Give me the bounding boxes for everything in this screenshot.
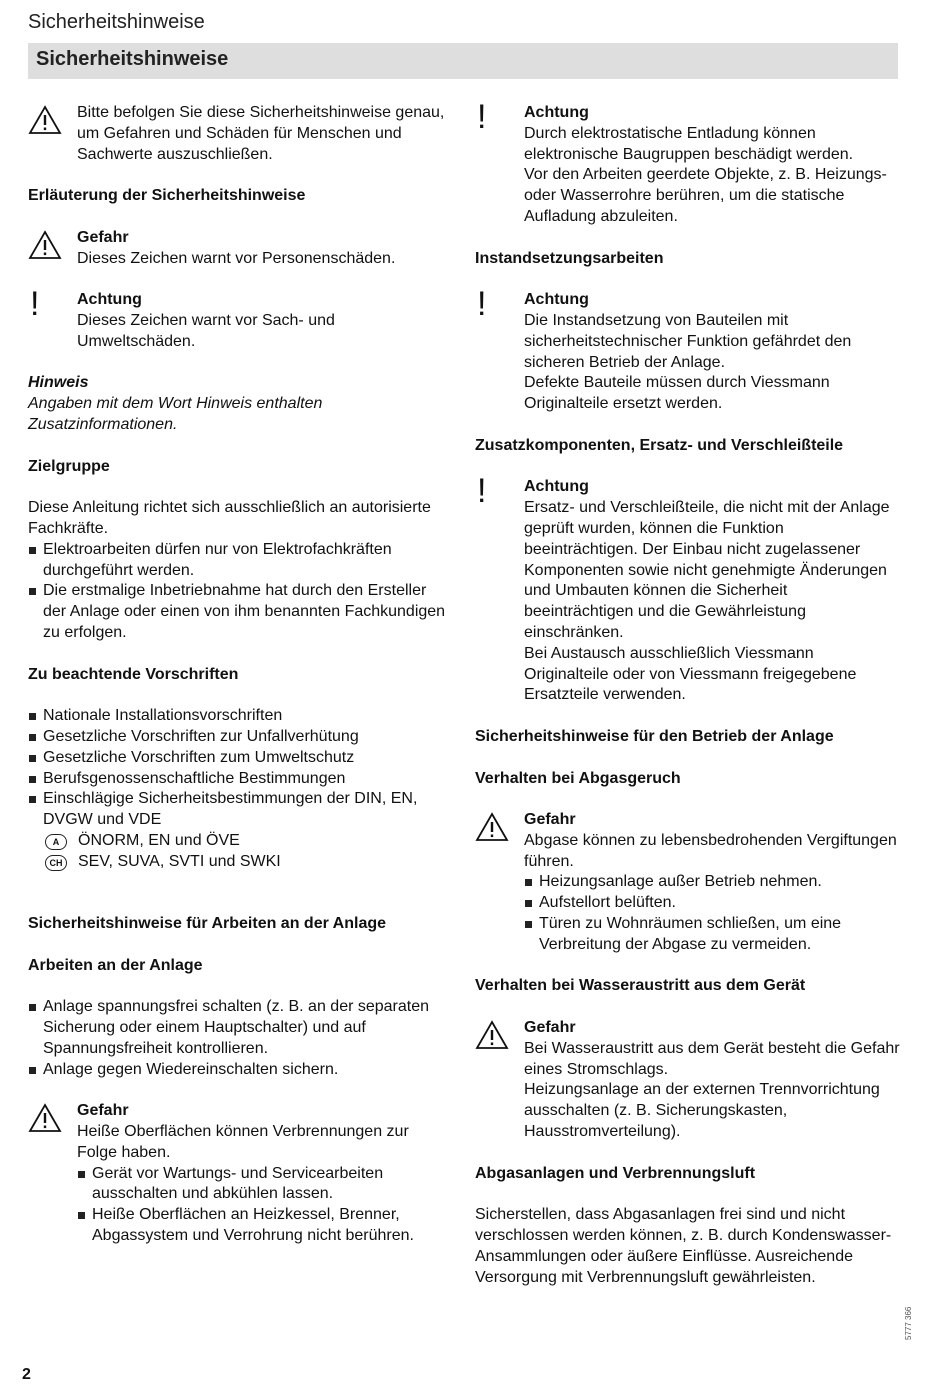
list-item: Heizungsanlage außer Betrieb nehmen. (524, 872, 900, 893)
caution-notice-repair (475, 285, 900, 415)
hint-block (28, 373, 453, 435)
notice-text: Abgase können zu lebensbedrohenden Vergiftungen führen. (524, 831, 897, 870)
zielgruppe-list (28, 540, 453, 644)
caution-notice-parts (475, 472, 900, 706)
exclamation-icon: ! (477, 472, 487, 511)
page-title: Sicherheitshinweise (36, 48, 229, 70)
exclamation-icon: ! (30, 285, 40, 324)
warning-triangle-icon (28, 230, 62, 267)
notice-list (524, 872, 900, 955)
subsection-heading-arbeiten: Arbeiten an der Anlage (28, 956, 203, 974)
list-item: Die erstmalige Inbetriebnahme hat durch den Ersteller der Anlage oder einen von ihm benannten Fachkundigen zu erfolgen. (28, 581, 453, 643)
notice-text: Defekte Bauteile müssen durch Viessmann Originalteile ersetzt werden. (524, 374, 830, 413)
list-item: Berufsgenossenschaftliche Bestimmungen (28, 769, 453, 790)
notice-label: Achtung (77, 291, 142, 309)
list-item: Einschlägige Sicherheitsbestimmungen der DIN, EN, DVGW und VDE (28, 789, 453, 831)
caution-notice (28, 285, 453, 352)
list-item: Nationale Installationsvorschriften (28, 706, 453, 727)
country-badge: A (45, 834, 67, 850)
list-item: Türen zu Wohnräumen schließen, um eine Verbreitung der Abgase zu vermeiden. (524, 914, 900, 956)
notice-text: Die Instandsetzung von Bauteilen mit sicherheitstechnischer Funktion gefährdet den sicheren Betrieb der Anlage. (524, 311, 852, 371)
section-heading-arbeiten: Sicherheitshinweise für Arbeiten an der Anlage (28, 915, 387, 933)
subsection-heading-abgasanlagen: Abgasanlagen und Verbrennungsluft (475, 1164, 756, 1182)
notice-text: Heiße Oberflächen können Verbrennungen zur Folge haben. (77, 1123, 409, 1161)
notice-text: Bei Austausch ausschließlich Viessmann Originalteile oder von Viessmann freigegebene Ersatzteile verwenden. (524, 644, 857, 704)
notice-text: Bei Wasseraustritt aus dem Gerät besteht die Gefahr eines Stromschlags. (524, 1039, 900, 1078)
intro-notice (28, 103, 453, 165)
list-item: Anlage gegen Wiedereinschalten sichern. (28, 1060, 453, 1081)
country-badge: CH (45, 855, 67, 871)
notice-label: Gefahr (77, 1102, 129, 1120)
notice-text: Dieses Zeichen warnt vor Sach- und Umweltschäden. (77, 311, 335, 350)
notice-label: Gefahr (524, 811, 576, 829)
list-item: Elektroarbeiten dürfen nur von Elektrofachkräften durchgeführt werden. (28, 540, 453, 582)
list-item: Gesetzliche Vorschriften zur Unfallverhütung (28, 727, 453, 748)
notice-label: Achtung (524, 104, 589, 121)
notice-label: Gefahr (77, 228, 129, 246)
list-item: Gerät vor Wartungs- und Servicearbeiten ausschalten und abkühlen lassen. (77, 1164, 453, 1206)
hint-label: Hinweis (28, 374, 89, 392)
danger-notice (28, 228, 453, 270)
section-heading-erlaeuterung: Erläuterung der Sicherheitshinweise (28, 187, 306, 205)
notice-text: Heizungsanlage an der externen Trennvorrichtung ausschalten (z. B. Sicherungskasten, Hausstromverteilung). (524, 1081, 880, 1141)
warning-triangle-icon (28, 105, 62, 142)
zielgruppe-block (28, 498, 453, 644)
warning-triangle-icon (475, 1020, 509, 1057)
subsection-heading-wasseraustritt: Verhalten bei Wasseraustritt aus dem Gerät (475, 977, 806, 995)
arbeiten-list (28, 997, 453, 1080)
notice-text: Durch elektrostatische Entladung können elektronische Baugruppen beschädigt werden. (524, 124, 854, 163)
danger-notice-water (475, 1018, 900, 1143)
notice-label: Achtung (524, 478, 589, 496)
zielgruppe-text: Diese Anleitung richtet sich ausschließlich an autorisierte Fachkräfte. (28, 499, 431, 537)
page-number: 2 (22, 1366, 31, 1383)
exclamation-icon: ! (477, 285, 487, 324)
section-heading-instandsetzung: Instandsetzungsarbeiten (475, 249, 664, 267)
notice-label: Gefahr (524, 1019, 576, 1037)
country-row-austria (28, 831, 453, 852)
notice-list (77, 1164, 453, 1247)
caution-notice-esd (475, 98, 900, 228)
notice-label: Achtung (524, 291, 589, 309)
vorschriften-block (28, 706, 453, 872)
section-heading-zielgruppe: Zielgruppe (28, 457, 110, 475)
list-item: Anlage spannungsfrei schalten (z. B. an der separaten Sicherung oder einem Hauptschalter) und auf Spannungsfreiheit kontrollieren. (28, 997, 453, 1059)
list-item: Gesetzliche Vorschriften zum Umweltschutz (28, 748, 453, 769)
running-header: Sicherheitshinweise (28, 11, 205, 33)
section-heading-vorschriften: Zu beachtende Vorschriften (28, 665, 239, 683)
notice-text: Dieses Zeichen warnt vor Personenschäden. (77, 249, 396, 267)
notice-text: Ersatz- und Verschleißteile, die nicht mit der Anlage geprüft wurden, können die Funktion beeinträchtigen. Der Einbau nicht zugelassener Komponenten sowie nicht genehmigte Änderungen und Umbauten können die Sicherheit beeinträchtigen und die Gewährleistung einschränken. (524, 499, 890, 641)
vorschriften-list (28, 706, 453, 831)
danger-notice-hot-surfaces (28, 1101, 453, 1247)
abgasanlagen-text: Sicherstellen, dass Abgasanlagen frei sind und nicht verschlossen werden können, z. B. durch Kondenswasser-Ansammlungen oder äußere Einflüsse. Ausreichende Versorgung mit Verbrennungsluft gewährleisten. (475, 1206, 892, 1286)
danger-notice-exhaust (475, 810, 900, 956)
arbeiten-block (28, 997, 453, 1080)
country-row-switzerland (28, 852, 453, 873)
warning-triangle-icon (28, 1103, 62, 1140)
right-column (475, 98, 900, 1288)
left-column (28, 103, 453, 1268)
warning-triangle-icon (475, 812, 509, 849)
country-text: SEV, SUVA, SVTI und SWKI (78, 852, 281, 870)
exclamation-icon: ! (477, 98, 487, 136)
intro-text: Bitte befolgen Sie diese Sicherheitshinweise genau, um Gefahren und Schäden für Menschen und Sachwerte auszuschließen. (77, 104, 445, 163)
subsection-heading-abgasgeruch: Verhalten bei Abgasgeruch (475, 769, 681, 787)
title-bar (28, 43, 898, 79)
list-item: Aufstellort belüften. (524, 893, 900, 914)
notice-text: Vor den Arbeiten geerdete Objekte, z. B. Heizungs- oder Wasserrohre berühren, um die statische Aufladung abzuleiten. (524, 166, 887, 225)
document-code: 5777 366 (904, 1306, 913, 1340)
section-heading-zusatzkomponenten: Zusatzkomponenten, Ersatz- und Verschleißteile (475, 436, 844, 454)
hint-text: Angaben mit dem Wort Hinweis enthalten Zusatzinformationen. (28, 395, 323, 433)
list-item: Heiße Oberflächen an Heizkessel, Brenner, Abgassystem und Verrohrung nicht berühren. (77, 1205, 453, 1247)
section-heading-betrieb: Sicherheitshinweise für den Betrieb der Anlage (475, 727, 834, 745)
country-text: ÖNORM, EN und ÖVE (78, 831, 240, 849)
